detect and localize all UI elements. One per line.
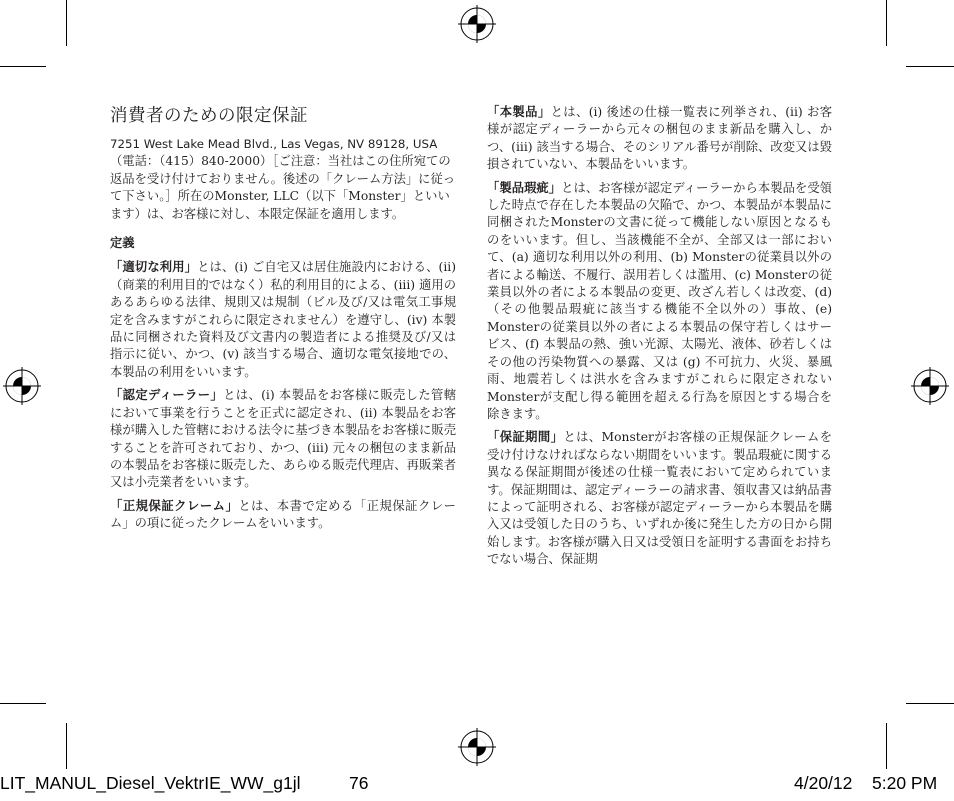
intro-text: （電話：（415）840-2000）［ご注意：当社はこの住所宛ての返品を受け付けておりません。後述の「クレーム方法」に従って下さい。］所在のMonster, LLC（以下「Monster」といいます）は、お客様に対し、本限定保証を適用します。	[110, 154, 456, 221]
crop-mark	[0, 66, 46, 67]
definition-term: 「正規保証クレーム」	[110, 498, 239, 513]
address-block	[110, 136, 456, 223]
crop-mark	[0, 703, 46, 704]
crop-mark	[886, 0, 887, 46]
definition-text: とは、(i) ご自宅又は居住施設内における、(ii)（商業的利用目的ではなく）私的利用目的による、(iii) 適用のあるあらゆる法律、規則又は規制（ビル及び/又は電気工事規定を含みますがこれらに限定されません）を遵守し、(iv) 本製品に同梱された資料及び文書内の製造者による推奨及び/又は指示に従い、かつ、(v) 該当する場合、適切な電気接地での、本製品の利用をいいます。	[110, 260, 456, 379]
crop-mark	[906, 66, 954, 67]
definition-paragraph	[487, 429, 832, 568]
definition-paragraph	[487, 180, 832, 424]
crop-mark	[66, 0, 67, 46]
slug-page-number: 76	[349, 773, 369, 793]
definition-term: 「製品瑕疵」	[487, 180, 562, 195]
registration-mark-icon	[3, 367, 41, 405]
definition-text: とは、Monsterがお客様の正規保証クレームを受け付けなければならない期間をいいます。製品瑕疵に関する異なる保証期間が後述の仕様一覧表において定められています。保証期間は、認定ディーラーの請求書、領収書又は納品書によって証明される、お客様が認定ディーラーから本製品を購入又は受領した日のうち、いずれか後に発生した方の日から開始します。お客様が購入日又は受領日を証明する書面をお持ちでない場合、保証期	[487, 430, 832, 567]
definition-paragraph	[487, 104, 832, 174]
definition-paragraph	[110, 498, 456, 533]
slug-date: 4/20/12	[794, 773, 853, 793]
definition-text: とは、本書で定める「正規保証クレーム」の項に従ったクレームをいいます。	[110, 498, 456, 531]
page-title: 消費者のための限定保証	[110, 106, 308, 126]
slug-file-name: LIT_MANUL_Diesel_VektrIE_WW_g1jl	[0, 773, 301, 793]
registration-mark-icon	[458, 728, 496, 766]
registration-mark-icon	[458, 5, 496, 43]
definition-text: とは、(i) 後述の仕様一覧表に列挙され、(ii) お客様が認定ディーラーから元々の梱包のまま新品を購入し、かつ、(iii) 該当する場合、そのシリアル番号が削除、改変又は毀損されていない、本製品をいいます。	[487, 105, 832, 172]
definition-text: とは、(i) 本製品をお客様に販売した管轄において事業を行うことを正式に認定され、(ii) 本製品をお客様が購入した管轄における法令に基づき本製品をお客様に販売することを許可されており、かつ、(iii) 元々の梱包のまま新品の本製品をお客様に販売した、あらゆる販売代理店、再販業者又は小売業者をいいます。	[110, 388, 456, 490]
left-column	[110, 104, 456, 539]
right-column	[487, 104, 832, 575]
definition-term: 「保証期間」	[487, 430, 564, 445]
crop-mark	[886, 723, 887, 769]
definitions-heading: 定義	[110, 236, 135, 251]
definition-paragraph	[110, 259, 456, 381]
definition-term: 「認定ディーラー」	[110, 388, 224, 403]
crop-mark	[66, 723, 67, 769]
definition-text: とは、お客様が認定ディーラーから本製品を受領した時点で存在した本製品の欠陥で、かつ、本製品が本製品に同梱されたMonsterの文書に従って機能しない原因となるものをいいます。但し、当該機能不全が、全部又は一部において、(a) 適切な利用以外の利用、(b) Monsterの従業員以外の者による輸送、不履行、誤用若しくは濫用、(c) Monsterの従業員以外の者による本製品の変更、改ざん若しくは改変、(d)（その他製品瑕疵に該当する機能不全以外の）事故、(e) Monsterの従業員以外の者による本製品の保守若しくはサービス、(f) 本製品の熱、強い光源、太陽光、液体、砂若しくはその他の汚染物質への暴露、又は (g) 不可抗力、火災、暴風雨、地震若しくは洪水を含みますがこれらに限定されないMonsterが支配し得る範囲を超える行為を原因とする場合を除きます。	[487, 180, 832, 421]
definition-term: 「適切な利用」	[110, 260, 198, 275]
registration-mark-icon	[911, 367, 949, 405]
address-line: 7251 West Lake Mead Blvd., Las Vegas, NV 89128, USA	[110, 137, 438, 151]
definition-term: 「本製品」	[487, 105, 551, 119]
definition-paragraph	[110, 387, 456, 491]
slug-time: 5:20 PM	[872, 773, 938, 793]
crop-mark	[906, 703, 954, 704]
